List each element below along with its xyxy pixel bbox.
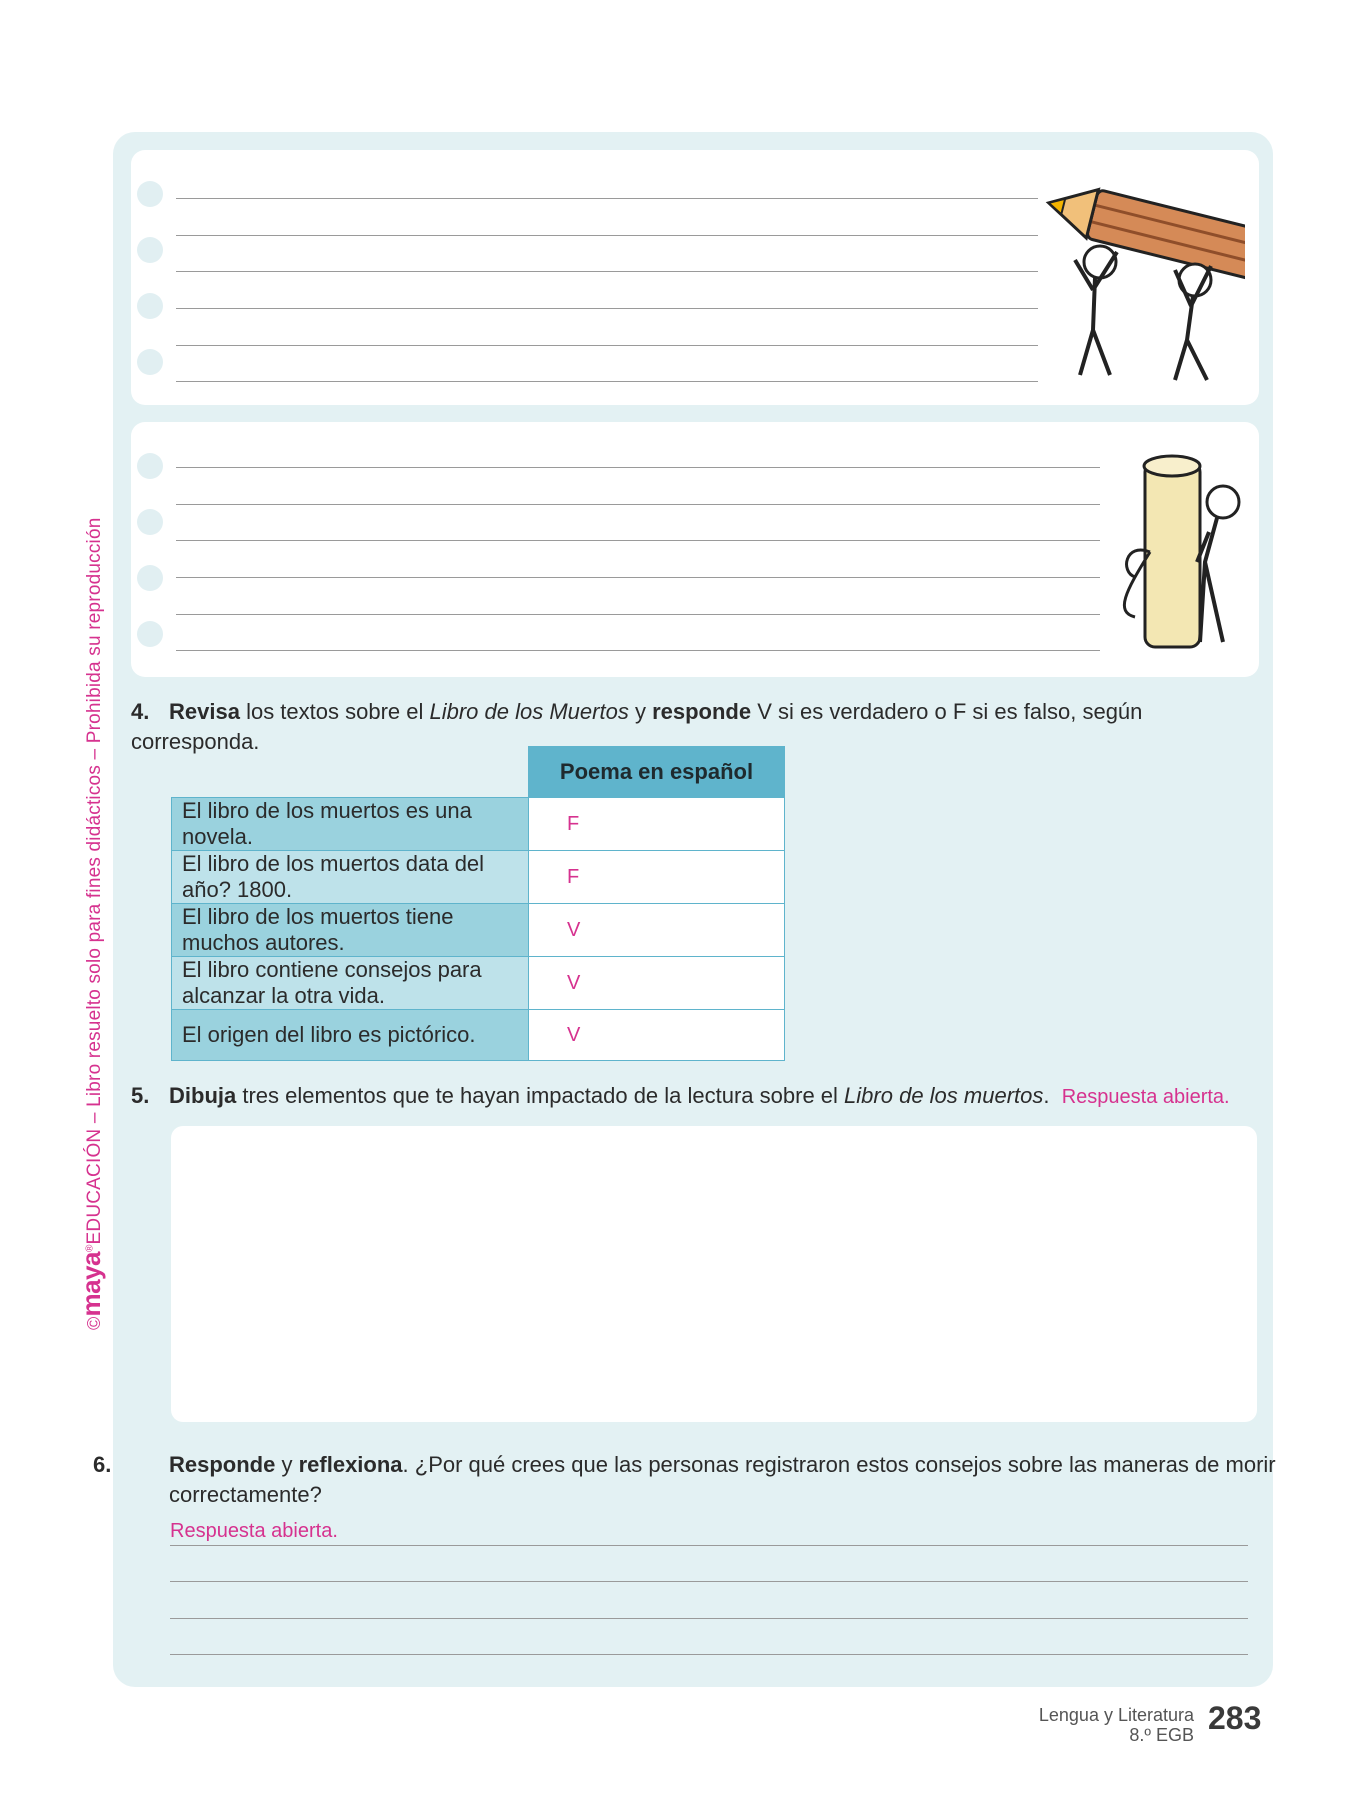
sidebar-text: EDUCACIÓN – Libro resuelto solo para fines didácticos – Prohibida su reproducción [84,517,105,1245]
answer-line[interactable] [176,540,1100,541]
question-text: . [1043,1083,1050,1108]
question-verb: responde [652,699,752,724]
answer-line[interactable] [176,308,1038,309]
question-5 [131,1081,1271,1112]
table-row [172,957,785,1010]
answer-cell[interactable]: F [529,851,785,904]
question-text: y [275,1452,299,1477]
question-text: los textos sobre el [239,699,430,724]
question-text: tres elementos que te hayan impactado de la lectura sobre el [236,1083,845,1108]
question-verb: Dibuja [169,1083,237,1108]
book-title: Libro de los Muertos [429,699,629,724]
bullet-dot [137,181,163,207]
bullet-dot [137,237,163,263]
grade-level: 8.º EGB [1129,1725,1194,1745]
question-number: 4. [131,699,150,724]
bullet-dot [137,621,163,647]
answer-line[interactable] [176,345,1038,346]
answer-line[interactable] [170,1581,1248,1582]
writing-box-2 [131,422,1259,677]
question-verb: reflexiona [298,1452,403,1477]
answer-line[interactable] [176,577,1100,578]
copyright-symbol: © [84,1316,104,1330]
answer-text: Respuesta abierta. [1061,1086,1230,1108]
footer-subject [1039,1705,1194,1745]
answer-line[interactable] [170,1618,1248,1619]
answer-cell[interactable]: V [529,957,785,1010]
table-corner [172,747,529,798]
statement-cell: El libro contiene consejos para alcanzar la otra vida. [172,957,529,1010]
bullet-dot [137,349,163,375]
answer-cell[interactable]: V [529,1010,785,1061]
statement-cell: El libro de los muertos tiene muchos autores. [172,904,529,957]
answer-line[interactable] [176,271,1038,272]
answer-line[interactable] [176,614,1100,615]
table-header: Poema en español [529,747,785,798]
answer-text: Respuesta abierta. [170,1520,338,1542]
scroll-person-illustration [1105,452,1255,652]
subject-name: Lengua y Literatura [1038,1705,1194,1725]
brand-logo: maya [76,1252,106,1317]
question-verb: Responde [169,1452,276,1477]
true-false-table [171,746,785,1061]
registered-mark: ® [84,1244,96,1253]
question-text: y [628,699,653,724]
answer-line[interactable] [176,198,1038,199]
drawing-area[interactable] [171,1126,1257,1422]
table-row [172,798,785,851]
statement-cell: El origen del libro es pictórico. [172,1010,529,1061]
page-number: 283 [1208,1700,1262,1736]
question-number: 6. [93,1452,112,1477]
bullet-dot [137,565,163,591]
answer-line[interactable] [176,235,1038,236]
question-text: . ¿Por qué crees que las personas registraron estos consejos sobre las maneras de morir correctamente? [169,1452,1276,1507]
bullet-dot [137,293,163,319]
statement-cell: El libro de los muertos data del año? 1800. [172,851,529,904]
answer-line[interactable] [170,1545,1248,1546]
question-6 [93,1450,1304,1510]
question-number: 5. [131,1083,150,1108]
question-text: V si es verdadero o F si es falso, según corresponda. [131,699,1143,754]
statement-cell: El libro de los muertos es una novela. [172,798,529,851]
answer-line[interactable] [176,467,1100,468]
answer-line[interactable] [176,650,1100,651]
table-row [172,1010,785,1061]
table-row [172,904,785,957]
copyright-sidebar [76,518,107,1331]
pencil-carriers-illustration [1035,180,1245,390]
answer-cell[interactable]: V [529,904,785,957]
answer-cell[interactable]: F [529,798,785,851]
table-row [172,851,785,904]
answer-line[interactable] [176,504,1100,505]
answer-line[interactable] [170,1654,1248,1655]
question-verb: Revisa [169,699,240,724]
bullet-dot [137,453,163,479]
bullet-dot [137,509,163,535]
book-title: Libro de los muertos [844,1083,1044,1108]
answer-line[interactable] [176,381,1038,382]
